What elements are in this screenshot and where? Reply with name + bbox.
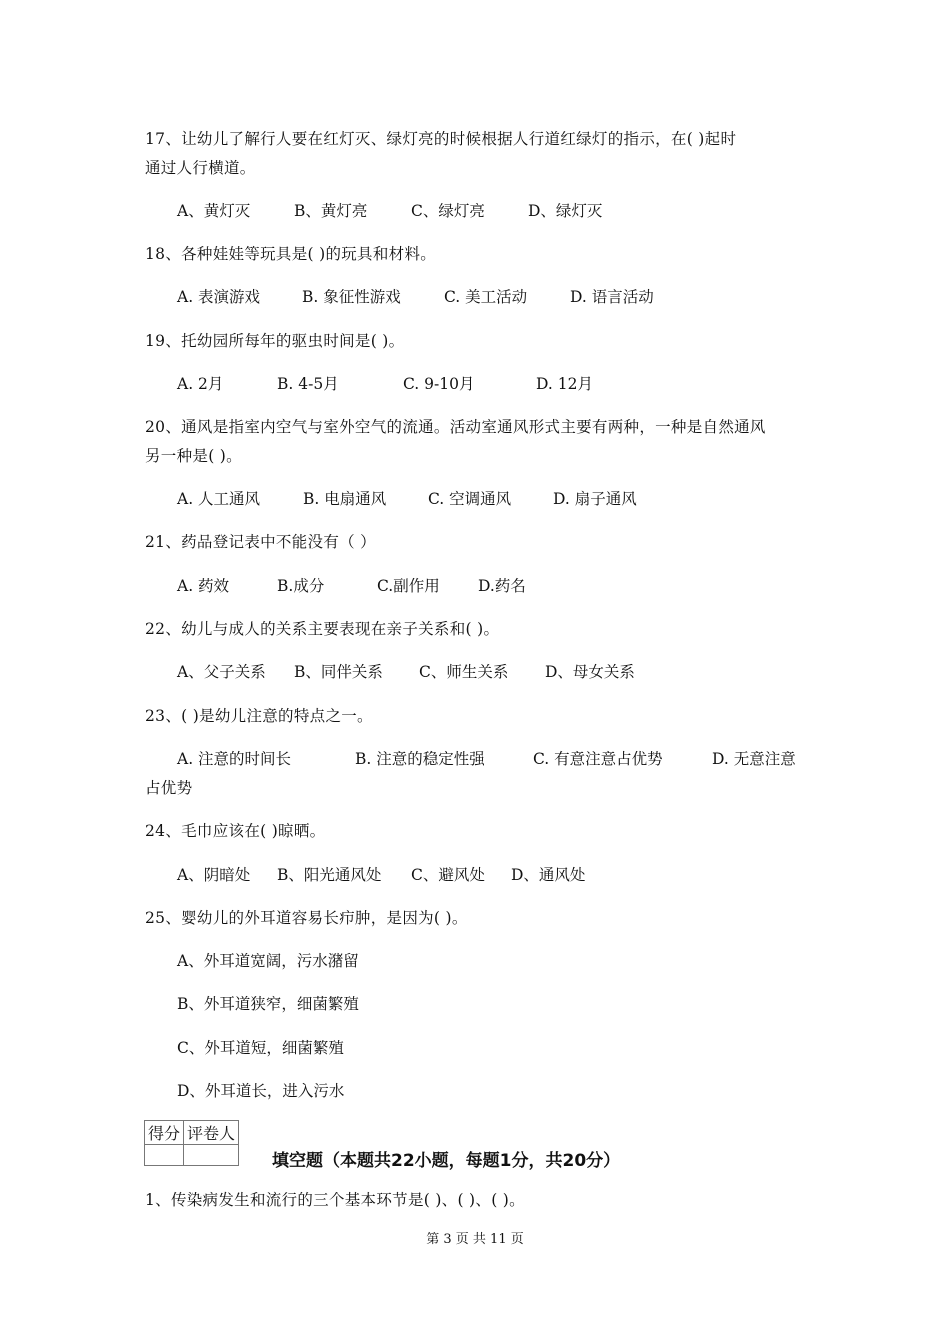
question-17-line-1: 17、让幼儿了解行人要在红灯灭、绿灯亮的时候根据人行道红绿灯的指示，在( )起时 [145, 130, 737, 148]
question-25-option-d: D、外耳道长，进入污水 [177, 1082, 345, 1100]
question-21: 21、药品登记表中不能没有（ ） [145, 533, 376, 551]
question-25-option-c: C、外耳道短，细菌繁殖 [177, 1039, 344, 1057]
option-d: D.药名 [478, 577, 526, 595]
option-b: B.成分 [277, 577, 325, 595]
option-c: C、绿灯亮 [411, 202, 485, 220]
question-23: 23、( )是幼儿注意的特点之一。 [145, 707, 373, 725]
option-a: A. 2月 [177, 375, 224, 393]
option-c: C、师生关系 [419, 663, 509, 681]
option-b: B、同伴关系 [294, 663, 383, 681]
option-c: C. 空调通风 [428, 490, 512, 508]
option-d: D、绿灯灭 [528, 202, 603, 220]
question-17-line-2: 通过人行横道。 [145, 159, 256, 177]
option-d: D. 语言活动 [570, 288, 654, 306]
question-20-line-1: 20、通风是指室内空气与室外空气的流通。活动室通风形式主要有两种，一种是自然通风 [145, 418, 766, 436]
fill-question-1: 1、传染病发生和流行的三个基本环节是( )、( )、( )。 [145, 1191, 525, 1209]
option-a: A、黄灯灭 [177, 202, 251, 220]
option-a: A、阴暗处 [177, 866, 251, 884]
option-c: C、避风处 [411, 866, 485, 884]
page-footer: 第 3 页 共 11 页 [426, 1232, 524, 1247]
option-b: B. 象征性游戏 [302, 288, 401, 306]
option-a: A. 人工通风 [177, 490, 261, 508]
grader-label: 评卷人 [184, 1121, 239, 1145]
option-b: B. 电扇通风 [303, 490, 387, 508]
option-a: A、父子关系 [177, 663, 266, 681]
question-23-continuation: 占优势 [145, 779, 193, 797]
option-a: A. 注意的时间长 [177, 750, 292, 768]
option-b: B. 4-5月 [277, 375, 339, 393]
option-c: C.副作用 [377, 577, 440, 595]
option-c: C. 有意注意占优势 [533, 750, 663, 768]
option-c: C. 美工活动 [444, 288, 528, 306]
option-a: A. 药效 [177, 577, 230, 595]
option-d: D. 无意注意 [712, 750, 796, 768]
question-25-option-a: A、外耳道宽阔，污水潴留 [177, 952, 359, 970]
question-25: 25、婴幼儿的外耳道容易长疖肿，是因为( )。 [145, 909, 468, 927]
question-25-option-b: B、外耳道狭窄，细菌繁殖 [177, 995, 359, 1013]
question-22: 22、幼儿与成人的关系主要表现在亲子关系和( )。 [145, 620, 500, 638]
option-b: B、阳光通风处 [277, 866, 382, 884]
score-label: 得分 [145, 1121, 184, 1145]
option-b: B、黄灯亮 [294, 202, 368, 220]
question-19: 19、托幼园所每年的驱虫时间是( )。 [145, 332, 405, 350]
option-c: C. 9-10月 [403, 375, 475, 393]
option-d: D、通风处 [511, 866, 586, 884]
grader-cell[interactable] [184, 1145, 239, 1166]
question-20-line-2: 另一种是( )。 [145, 447, 242, 465]
score-cell[interactable] [145, 1145, 184, 1166]
option-a: A. 表演游戏 [177, 288, 261, 306]
question-18: 18、各种娃娃等玩具是( )的玩具和材料。 [145, 245, 437, 263]
option-d: D. 扇子通风 [553, 490, 637, 508]
question-24: 24、毛巾应该在( )晾晒。 [145, 822, 326, 840]
score-table [144, 1120, 239, 1166]
option-d: D、母女关系 [545, 663, 635, 681]
option-d: D. 12月 [536, 375, 593, 393]
section-title: 填空题（本题共22小题，每题1分，共20分） [272, 1151, 621, 1171]
option-b: B. 注意的稳定性强 [355, 750, 485, 768]
